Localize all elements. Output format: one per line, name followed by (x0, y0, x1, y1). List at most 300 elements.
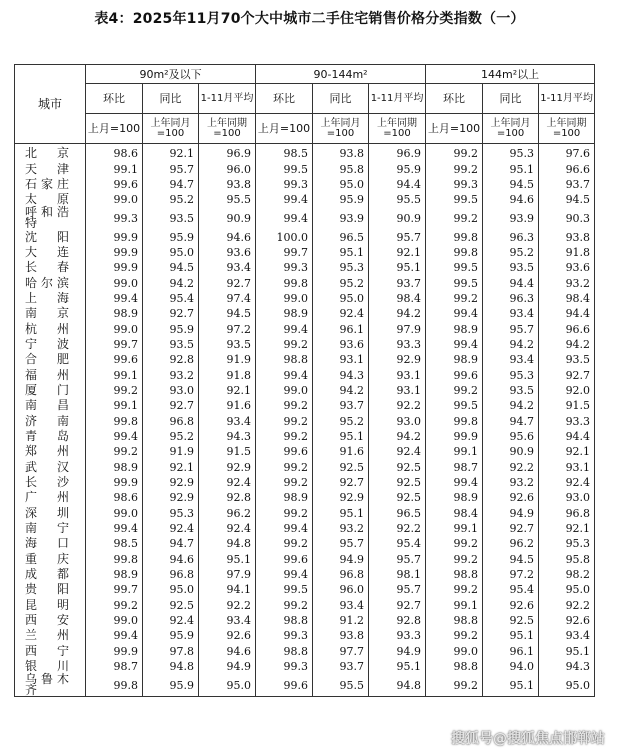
index-value: 96.6 (539, 321, 595, 336)
header-avg: 1-11月平均 (539, 84, 595, 114)
index-value: 95.4 (143, 291, 199, 306)
index-value: 92.9 (313, 490, 369, 505)
index-value: 93.6 (313, 337, 369, 352)
index-value: 98.9 (86, 567, 143, 582)
index-value: 95.1 (313, 429, 369, 444)
index-value: 99.2 (426, 207, 483, 229)
index-value: 95.7 (369, 582, 426, 597)
table-row (15, 536, 595, 551)
city-name: 厦门 (15, 383, 86, 398)
index-value: 96.8 (539, 506, 595, 521)
index-value: 94.5 (483, 177, 539, 192)
index-value: 99.2 (426, 161, 483, 176)
index-value: 99.4 (256, 192, 313, 207)
index-value: 95.9 (313, 192, 369, 207)
index-value: 96.3 (483, 291, 539, 306)
index-value: 93.4 (483, 352, 539, 367)
index-value: 99.6 (256, 674, 313, 697)
index-value: 93.5 (143, 337, 199, 352)
table-row (15, 521, 595, 536)
index-value: 90.9 (199, 207, 256, 229)
index-value: 92.8 (369, 613, 426, 628)
index-value: 99.7 (86, 337, 143, 352)
index-value: 99.2 (256, 536, 313, 551)
city-name: 上海 (15, 291, 86, 306)
index-value: 92.9 (199, 460, 256, 475)
index-value: 93.5 (483, 260, 539, 275)
index-value: 99.4 (256, 521, 313, 536)
table-row (15, 306, 595, 321)
header-base-month: 上月=100 (256, 114, 313, 144)
index-value: 92.2 (199, 598, 256, 613)
index-value: 93.6 (539, 260, 595, 275)
index-value: 99.2 (256, 398, 313, 413)
index-value: 90.3 (539, 207, 595, 229)
index-value: 92.4 (199, 521, 256, 536)
index-value: 95.5 (369, 192, 426, 207)
index-value: 95.3 (313, 260, 369, 275)
index-value: 99.9 (86, 245, 143, 260)
index-value: 99.3 (86, 207, 143, 229)
index-value: 99.8 (426, 229, 483, 244)
header-group-large: 144m²以上 (426, 65, 595, 84)
index-value: 92.2 (369, 398, 426, 413)
header-group-medium: 90-144m² (256, 65, 426, 84)
index-value: 94.4 (539, 306, 595, 321)
table-row (15, 490, 595, 505)
index-value: 99.3 (256, 177, 313, 192)
index-value: 95.9 (143, 674, 199, 697)
city-name: 沈阳 (15, 229, 86, 244)
index-value: 92.1 (369, 245, 426, 260)
index-value: 95.3 (483, 144, 539, 162)
index-value: 99.0 (86, 506, 143, 521)
index-value: 95.8 (313, 161, 369, 176)
index-value: 99.4 (256, 321, 313, 336)
index-value: 99.0 (86, 321, 143, 336)
index-value: 92.6 (483, 598, 539, 613)
table-row (15, 161, 595, 176)
index-value: 93.8 (199, 177, 256, 192)
index-value: 92.2 (483, 460, 539, 475)
index-value: 92.4 (143, 613, 199, 628)
header-base-month: 上月=100 (86, 114, 143, 144)
index-value: 99.3 (256, 260, 313, 275)
index-value: 97.4 (199, 291, 256, 306)
index-value: 99.4 (426, 475, 483, 490)
index-value: 99.0 (86, 275, 143, 290)
index-value: 98.8 (256, 613, 313, 628)
table-row (15, 506, 595, 521)
index-value: 93.0 (539, 490, 595, 505)
index-value: 99.4 (426, 337, 483, 352)
index-value: 99.1 (86, 398, 143, 413)
header-mom: 环比 (426, 84, 483, 114)
city-name: 天津 (15, 161, 86, 176)
table-row (15, 674, 595, 697)
index-value: 95.4 (483, 582, 539, 597)
index-value: 99.7 (256, 245, 313, 260)
index-value: 99.8 (256, 275, 313, 290)
index-value: 99.0 (426, 644, 483, 659)
index-value: 99.3 (256, 659, 313, 674)
index-value: 92.4 (313, 306, 369, 321)
index-value: 94.4 (369, 177, 426, 192)
index-value: 95.8 (539, 552, 595, 567)
city-name: 武汉 (15, 460, 86, 475)
index-value: 91.5 (539, 398, 595, 413)
table-row (15, 352, 595, 367)
index-value: 92.7 (143, 398, 199, 413)
index-value: 95.7 (313, 536, 369, 551)
index-value: 90.9 (483, 444, 539, 459)
index-value: 95.7 (369, 229, 426, 244)
index-value: 99.2 (426, 536, 483, 551)
index-value: 91.9 (199, 352, 256, 367)
index-value: 92.5 (369, 475, 426, 490)
index-value: 92.1 (539, 444, 595, 459)
index-value: 91.9 (143, 444, 199, 459)
index-value: 97.9 (369, 321, 426, 336)
index-value: 95.1 (369, 659, 426, 674)
index-value: 93.4 (313, 598, 369, 613)
index-value: 95.3 (539, 536, 595, 551)
city-name: 郑州 (15, 444, 86, 459)
table-row (15, 475, 595, 490)
index-value: 93.4 (199, 414, 256, 429)
city-name: 杭州 (15, 321, 86, 336)
index-value: 93.7 (369, 275, 426, 290)
index-value: 95.1 (539, 644, 595, 659)
index-value: 93.2 (539, 275, 595, 290)
index-value: 94.7 (143, 177, 199, 192)
index-value: 96.9 (199, 144, 256, 162)
index-value: 95.0 (313, 177, 369, 192)
city-name: 福州 (15, 367, 86, 382)
index-value: 99.9 (86, 644, 143, 659)
index-value: 94.8 (199, 536, 256, 551)
index-value: 94.5 (199, 306, 256, 321)
index-value: 99.9 (426, 429, 483, 444)
index-value: 92.1 (539, 521, 595, 536)
city-name: 贵阳 (15, 582, 86, 597)
index-value: 92.8 (199, 490, 256, 505)
index-value: 99.5 (256, 582, 313, 597)
index-value: 92.7 (539, 367, 595, 382)
index-value: 96.3 (483, 229, 539, 244)
index-value: 98.2 (539, 567, 595, 582)
index-value: 99.2 (426, 383, 483, 398)
index-value: 94.2 (313, 383, 369, 398)
index-value: 98.9 (256, 306, 313, 321)
index-value: 96.6 (539, 161, 595, 176)
index-value: 91.8 (539, 245, 595, 260)
index-value: 95.5 (199, 192, 256, 207)
header-city: 城市 (15, 65, 86, 144)
index-value: 93.9 (483, 207, 539, 229)
city-name: 宁波 (15, 337, 86, 352)
index-value: 99.7 (86, 582, 143, 597)
city-name: 石家庄 (15, 177, 86, 192)
index-value: 96.1 (313, 321, 369, 336)
index-value: 98.4 (369, 291, 426, 306)
index-value: 92.4 (143, 521, 199, 536)
table-row (15, 444, 595, 459)
city-name: 成都 (15, 567, 86, 582)
index-value: 95.1 (313, 245, 369, 260)
table-row (15, 383, 595, 398)
city-name: 南宁 (15, 521, 86, 536)
index-value: 96.0 (199, 161, 256, 176)
index-value: 99.2 (256, 414, 313, 429)
table-row (15, 192, 595, 207)
city-name: 合肥 (15, 352, 86, 367)
index-value: 98.5 (86, 536, 143, 551)
index-value: 99.6 (256, 552, 313, 567)
header-mom: 环比 (86, 84, 143, 114)
index-value: 92.9 (143, 475, 199, 490)
index-value: 96.8 (143, 414, 199, 429)
index-value: 93.4 (199, 260, 256, 275)
index-value: 93.4 (199, 613, 256, 628)
index-value: 95.2 (143, 192, 199, 207)
index-value: 99.2 (426, 582, 483, 597)
header-yoy: 同比 (483, 84, 539, 114)
index-value: 99.8 (426, 245, 483, 260)
watermark: 搜狐号@搜狐焦点邯郸站 (451, 731, 605, 747)
table-row (15, 177, 595, 192)
city-name: 乌鲁木齐 (15, 674, 86, 697)
index-value: 91.6 (199, 398, 256, 413)
index-value: 95.9 (143, 229, 199, 244)
city-name: 重庆 (15, 552, 86, 567)
index-value: 98.6 (86, 490, 143, 505)
index-value: 92.7 (143, 306, 199, 321)
header-avg: 1-11月平均 (199, 84, 256, 114)
index-value: 92.4 (199, 475, 256, 490)
index-value: 95.3 (483, 367, 539, 382)
index-value: 94.2 (369, 429, 426, 444)
index-value: 98.8 (256, 644, 313, 659)
index-value: 99.8 (86, 674, 143, 697)
index-value: 94.6 (199, 229, 256, 244)
index-value: 95.6 (483, 429, 539, 444)
index-value: 97.7 (313, 644, 369, 659)
index-value: 94.2 (539, 337, 595, 352)
index-value: 96.9 (369, 144, 426, 162)
table-row (15, 291, 595, 306)
index-value: 93.0 (369, 414, 426, 429)
header-yoy: 同比 (143, 84, 199, 114)
index-value: 90.9 (369, 207, 426, 229)
index-value: 99.4 (256, 207, 313, 229)
index-value: 99.9 (86, 475, 143, 490)
table-row (15, 659, 595, 674)
index-value: 92.5 (483, 613, 539, 628)
index-value: 92.1 (199, 383, 256, 398)
index-value: 92.6 (483, 490, 539, 505)
index-value: 95.7 (483, 321, 539, 336)
city-name: 深圳 (15, 506, 86, 521)
index-value: 96.5 (313, 229, 369, 244)
index-value: 98.9 (86, 306, 143, 321)
index-value: 93.5 (539, 352, 595, 367)
header-avg: 1-11月平均 (369, 84, 426, 114)
city-name: 北京 (15, 144, 86, 162)
header-yoy: 同比 (313, 84, 369, 114)
index-value: 93.8 (313, 144, 369, 162)
city-name: 银川 (15, 659, 86, 674)
index-value: 94.0 (483, 659, 539, 674)
index-value: 98.7 (426, 460, 483, 475)
index-value: 95.1 (199, 552, 256, 567)
index-value: 93.9 (313, 207, 369, 229)
index-value: 94.3 (539, 659, 595, 674)
index-value: 99.2 (426, 291, 483, 306)
city-name: 广州 (15, 490, 86, 505)
index-value: 91.5 (199, 444, 256, 459)
index-value: 95.0 (143, 245, 199, 260)
index-value: 95.3 (143, 506, 199, 521)
index-value: 94.6 (199, 644, 256, 659)
index-value: 99.6 (86, 177, 143, 192)
index-value: 92.5 (143, 598, 199, 613)
index-value: 99.2 (86, 383, 143, 398)
index-value: 99.5 (426, 260, 483, 275)
index-value: 94.9 (369, 644, 426, 659)
index-value: 93.7 (539, 177, 595, 192)
index-value: 94.2 (483, 337, 539, 352)
table-row (15, 367, 595, 382)
index-value: 99.1 (426, 521, 483, 536)
index-value: 93.5 (143, 207, 199, 229)
index-value: 92.4 (369, 444, 426, 459)
index-value: 94.2 (143, 275, 199, 290)
index-value: 93.1 (539, 460, 595, 475)
index-value: 92.7 (313, 475, 369, 490)
index-value: 99.4 (86, 628, 143, 643)
index-value: 95.2 (143, 429, 199, 444)
index-value: 99.9 (86, 260, 143, 275)
index-value: 99.3 (426, 177, 483, 192)
index-value: 99.2 (256, 337, 313, 352)
index-value: 99.0 (256, 383, 313, 398)
index-value: 93.1 (369, 367, 426, 382)
index-value: 99.2 (426, 674, 483, 697)
index-value: 99.6 (86, 352, 143, 367)
index-value: 94.9 (483, 506, 539, 521)
city-name: 青岛 (15, 429, 86, 444)
index-value: 94.6 (143, 552, 199, 567)
city-name: 昆明 (15, 598, 86, 613)
index-value: 92.2 (369, 521, 426, 536)
index-value: 91.6 (313, 444, 369, 459)
index-value: 94.2 (483, 398, 539, 413)
city-name: 长春 (15, 260, 86, 275)
index-value: 99.5 (426, 398, 483, 413)
index-value: 94.4 (539, 429, 595, 444)
index-value: 99.4 (256, 367, 313, 382)
index-value: 99.3 (256, 628, 313, 643)
index-value: 94.7 (483, 414, 539, 429)
index-value: 99.6 (256, 444, 313, 459)
table-row (15, 144, 595, 162)
index-value: 92.9 (143, 490, 199, 505)
index-value: 96.8 (143, 567, 199, 582)
index-value: 98.9 (426, 490, 483, 505)
index-value: 93.1 (369, 383, 426, 398)
index-value: 99.2 (256, 460, 313, 475)
index-value: 91.2 (313, 613, 369, 628)
index-value: 97.2 (199, 321, 256, 336)
index-value: 98.4 (426, 506, 483, 521)
index-value: 94.2 (369, 306, 426, 321)
index-value: 98.6 (86, 144, 143, 162)
index-value: 95.5 (313, 674, 369, 697)
table-row (15, 460, 595, 475)
table-row (15, 628, 595, 643)
table-row (15, 582, 595, 597)
index-value: 99.2 (86, 444, 143, 459)
index-value: 95.0 (313, 291, 369, 306)
index-value: 94.8 (143, 659, 199, 674)
index-value: 92.5 (369, 490, 426, 505)
index-value: 94.5 (143, 260, 199, 275)
index-value: 95.1 (313, 506, 369, 521)
index-value: 99.6 (426, 367, 483, 382)
header-base-year: 上年同月=100 (483, 114, 539, 144)
index-value: 99.4 (86, 429, 143, 444)
header-base-year: 上年同月=100 (143, 114, 199, 144)
index-value: 96.2 (483, 536, 539, 551)
index-value: 99.2 (426, 552, 483, 567)
index-value: 93.0 (143, 383, 199, 398)
index-value: 99.1 (86, 161, 143, 176)
index-value: 95.1 (483, 628, 539, 643)
header-mom: 环比 (256, 84, 313, 114)
index-value: 97.6 (539, 144, 595, 162)
table-row (15, 644, 595, 659)
city-name: 南京 (15, 306, 86, 321)
index-value: 92.1 (143, 144, 199, 162)
index-value: 99.9 (86, 229, 143, 244)
index-value: 95.2 (483, 245, 539, 260)
index-value: 98.9 (426, 352, 483, 367)
index-value: 92.6 (199, 628, 256, 643)
index-value: 94.3 (313, 367, 369, 382)
index-value: 98.8 (426, 613, 483, 628)
index-value: 92.5 (313, 460, 369, 475)
index-value: 95.1 (369, 260, 426, 275)
index-value: 95.7 (369, 552, 426, 567)
index-value: 98.8 (426, 567, 483, 582)
index-value: 95.4 (369, 536, 426, 551)
index-value: 94.4 (483, 275, 539, 290)
index-value: 100.0 (256, 229, 313, 244)
index-value: 99.4 (86, 521, 143, 536)
index-value: 92.2 (539, 598, 595, 613)
index-value: 99.2 (256, 429, 313, 444)
index-value: 94.3 (199, 429, 256, 444)
index-value: 93.5 (483, 383, 539, 398)
index-value: 94.5 (539, 192, 595, 207)
table-row (15, 260, 595, 275)
index-value: 94.8 (369, 674, 426, 697)
index-value: 95.9 (143, 321, 199, 336)
index-value: 92.7 (369, 598, 426, 613)
index-value: 95.2 (313, 414, 369, 429)
table-row (15, 337, 595, 352)
